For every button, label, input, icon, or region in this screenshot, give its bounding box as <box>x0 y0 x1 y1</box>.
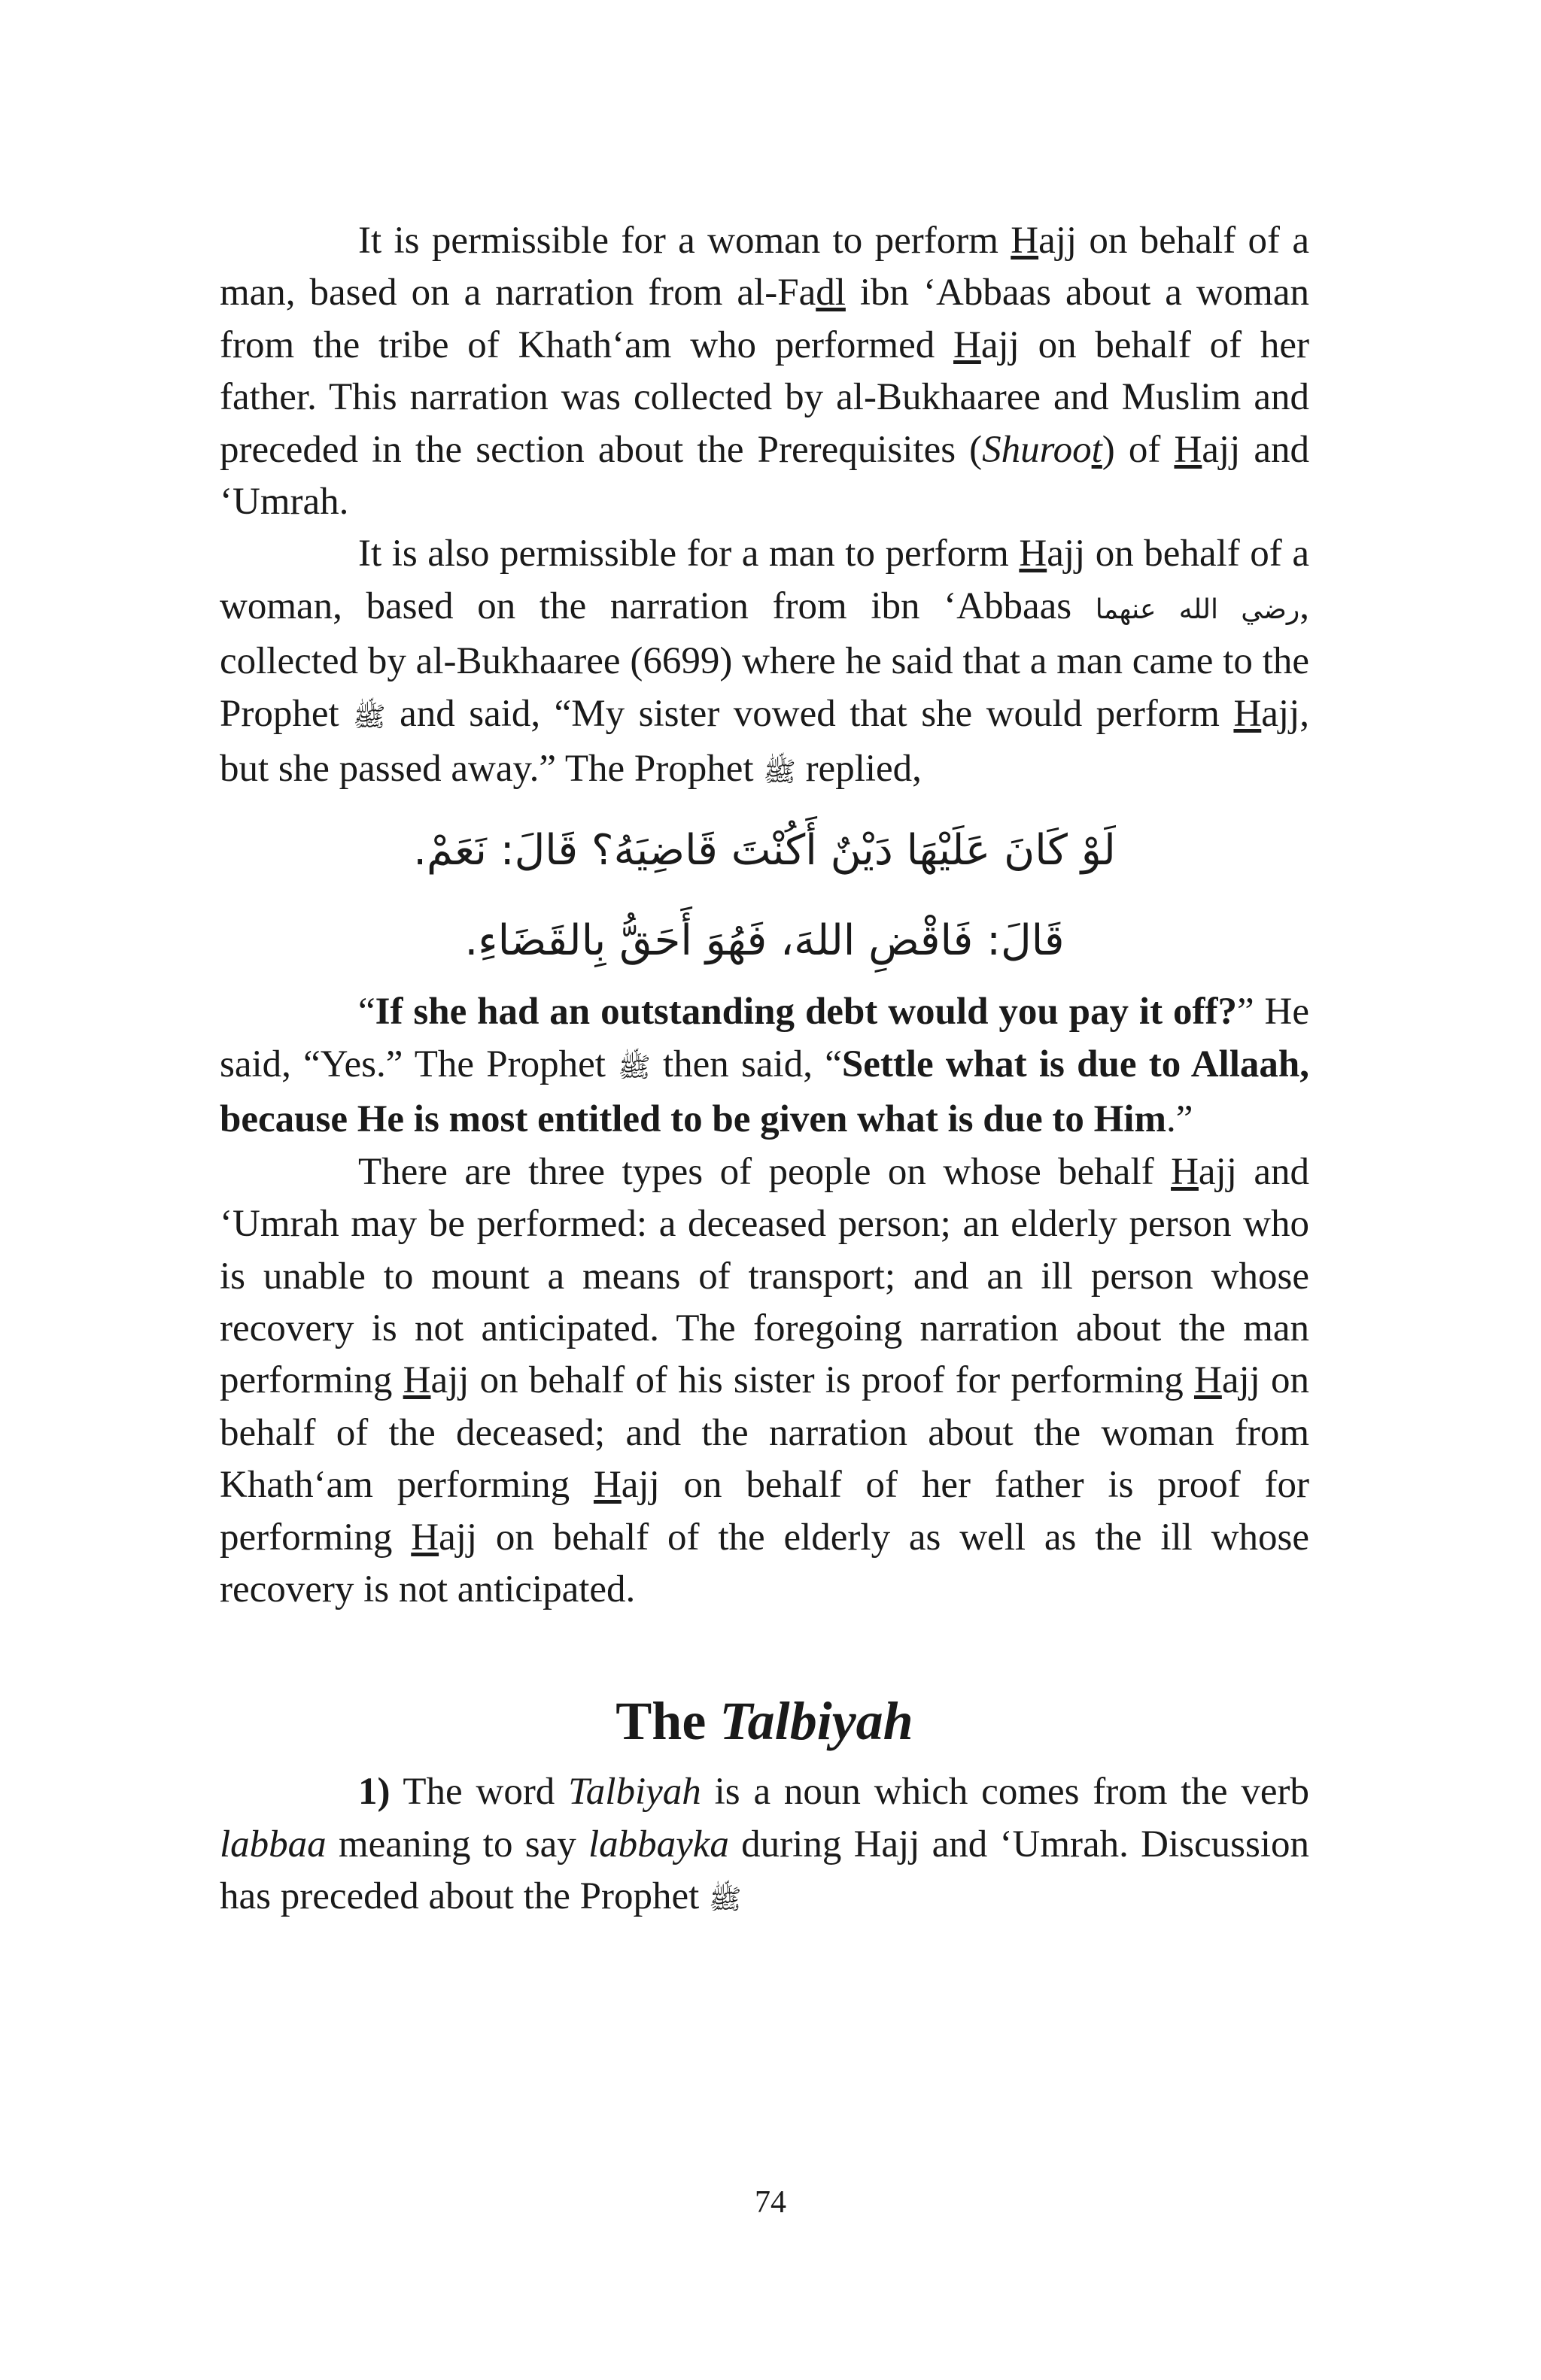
section-heading: The Talbiyah <box>615 1691 913 1752</box>
paragraph-4: There are three types of people on whose behalf Hajj and ‘Umrah may be performed: a deceased person; an elderly person who is unable to mount a means of transport; and an ill person whose recovery is not anticipated. The foregoing narration about the man performing Hajj on behalf of his sister is proof for performing Hajj on behalf of the deceased; and the narration about the woman from Khath‘am performing Hajj on behalf of her father is proof for performing Hajj on behalf of the elderly as well as the ill whose recovery is not anticipated. <box>220 1150 1309 1610</box>
salawat-glyph: ﷺ <box>353 701 386 733</box>
paragraph-2: It is also permissible for a man to perform Hajj on behalf of a woman, based on the narration from ibn ‘Abbaas رضي الله عنهما, collected by al-Bukhaaree (6699) where he said that a man came to the Prophet ﷺ and said, “My sister vowed that she would perform Hajj, but she passed away.” The Prophet ﷺ replied, <box>220 533 1310 791</box>
paragraph-1: It is permissible for a woman to perform Hajj on behalf of a man, based on a narration from al-Fadl ibn ‘Abbaas about a woman from the tribe of Khath‘am who performed Hajj on behalf of her father. This narration was collected by al-Bukhaaree and Muslim and preceded in the section about the Prerequisites (Shuroot) of Hajj and ‘Umrah. <box>220 220 1310 524</box>
arabic-line-1: لَوْ كَانَ عَلَيْهَا دَيْنٌ أَكُنْتَ قَاضِيَهُ؟ قَالَ: نَعَمْ. <box>413 826 1116 876</box>
paragraph-5: 1) The word Talbiyah is a noun which comes from the verb labbaa meaning to say labbayka during Hajj and ‘Umrah. Discussion has preceded about the Prophet ﷺ <box>220 1771 1310 1918</box>
salawat-glyph: ﷺ <box>763 757 796 788</box>
radiallahu-anhuma-glyph: رضي الله عنهما <box>1095 593 1300 625</box>
page-content <box>220 215 1309 1926</box>
page-number: 74 <box>755 2185 786 2220</box>
arabic-line-2: قَالَ: فَاقْضِ اللهَ، فَهُوَ أَحَقُّ بِالقَضَاءِ. <box>464 916 1065 966</box>
paragraph-3: “If she had an outstanding debt would you pay it off?” He said, “Yes.” The Prophet ﷺ then said, “Settle what is due to Allaah, because He is most entitled to be given what is due to Him.” <box>220 991 1309 1141</box>
salawat-glyph: ﷺ <box>618 1052 651 1083</box>
salawat-glyph: ﷺ <box>709 1884 742 1916</box>
